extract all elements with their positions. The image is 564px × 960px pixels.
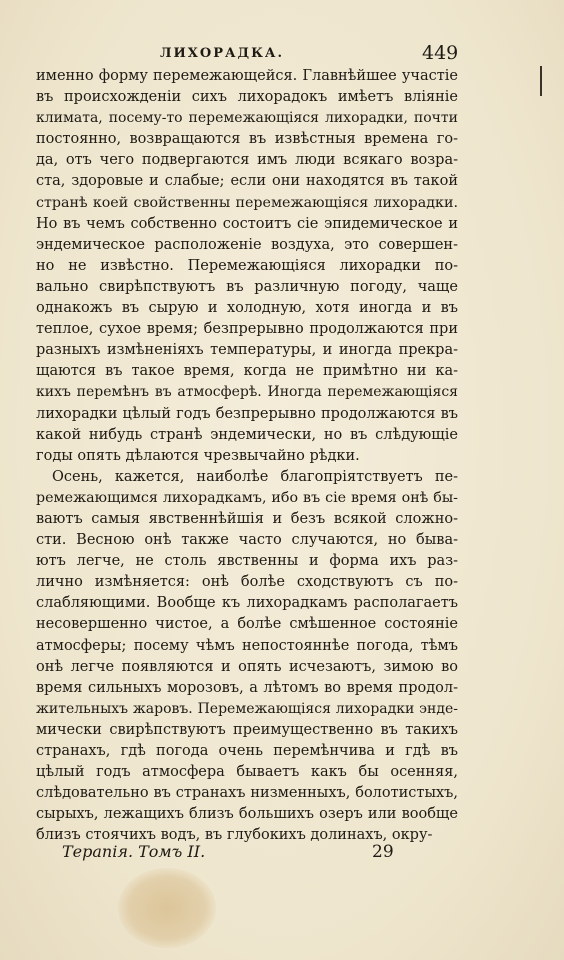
text-line: ста, здоровые и слабые; если они находятся въ такой (36, 173, 458, 190)
signature-number: 29 (372, 842, 394, 862)
text-line: Осень, кажется, наиболѣе благопріятствуетъ пе- (52, 468, 458, 485)
text-line: кихъ перемѣнъ въ атмосферѣ. Иногда перемежающіяся (36, 384, 458, 401)
running-title: ЛИХОРАДКА. (160, 46, 285, 61)
paragraph (36, 467, 458, 847)
text-line: какой нибудь странѣ эндемически, но въ слѣдующіе (36, 426, 458, 443)
text-line: Но въ чемъ собственно состоитъ сіе эпидемическое и (36, 215, 458, 232)
text-line: цѣлый годъ атмосфера бываетъ какъ бы осенняя, (36, 764, 458, 781)
text-line: несовершенно чистое, а болѣе смѣшенное состояніе (36, 616, 458, 633)
text-line: въ происхожденіи сихъ лихорадокъ имѣетъ вліяніе (36, 89, 458, 106)
text-line: лихорадки цѣлый годъ безпрерывно продолжаются въ (36, 405, 458, 422)
text-line: вально свирѣпствуютъ въ различную погоду, чаще (36, 278, 458, 295)
text-line: постоянно, возвращаются въ извѣстныя времена го- (36, 131, 458, 148)
text-line: странѣ коей свойственны перемежающіяся лихорадки. (36, 194, 458, 211)
text-line: странахъ, гдѣ погода очень перемѣнчива и гдѣ въ (36, 743, 458, 759)
text-line: теплое, сухое время; безпрерывно продолжаются при (36, 321, 458, 338)
paragraph (36, 66, 458, 467)
page-number: 449 (422, 42, 459, 64)
text-line: сырыхъ, лежащихъ близъ большихъ озеръ или вообще (36, 806, 458, 823)
margin-mark (540, 66, 542, 96)
text-line: щаются въ такое время, когда не примѣтно ни ка- (36, 363, 458, 380)
text-line: ютъ легче, не столь явственны и форма ихъ раз- (36, 553, 458, 570)
text-line: онѣ легче появляются и опять исчезаютъ, зимою во (36, 658, 458, 675)
text-line: именно форму перемежающейся. Главнѣйшее участіе (36, 68, 458, 84)
text-line: годы опять дѣлаются чрезвычайно рѣдки. (36, 447, 360, 464)
text-line: однакожъ въ сырую и холодную, хотя иногда и въ (36, 300, 458, 317)
page-footer (0, 842, 564, 866)
text-line: время сильныхъ морозовъ, а лѣтомъ во время продол- (36, 679, 458, 696)
body-text (36, 66, 458, 846)
text-line: мически свирѣпствуютъ преимущественно въ такихъ (36, 721, 458, 738)
text-line: жительныхъ жаровъ. Перемежающіяся лихорадки энде- (36, 700, 458, 717)
text-line: ваютъ самыя явственнѣйшія и безъ всякой сложно- (36, 510, 458, 527)
paper-stain (118, 868, 216, 948)
text-line: разныхъ измѣненіяхъ температуры, и иногда прекра- (36, 342, 458, 359)
text-line: близъ стоячихъ водъ, въ глубокихъ долинахъ, окру- (36, 827, 433, 844)
text-line: слѣдовательно въ странахъ низменныхъ, болотистыхъ, (36, 785, 458, 802)
text-line: но не извѣстно. Перемежающіяся лихорадки по- (36, 257, 458, 274)
text-line: лично измѣняется: онѣ болѣе сходствуютъ съ по- (36, 574, 458, 591)
text-line: климата, посему-то перемежающіяся лихорадки, почти (36, 110, 458, 127)
text-line: слабляющими. Вообще къ лихорадкамъ располагаетъ (36, 595, 458, 612)
signature-mark: Терапія. Томъ II. (62, 842, 206, 861)
text-line: да, отъ чего подвергаются имъ люди всякаго возра- (36, 152, 458, 169)
text-line: сти. Весною онѣ также часто случаются, но быва- (36, 532, 458, 549)
text-line: атмосферы; посему чѣмъ непостояннѣе погода, тѣмъ (36, 637, 458, 654)
page-header (0, 42, 564, 68)
text-line: ремежающимся лихорадкамъ, ибо въ сіе время онѣ бы- (36, 489, 458, 506)
text-line: эндемическое расположеніе воздуха, это совершен- (36, 236, 458, 253)
